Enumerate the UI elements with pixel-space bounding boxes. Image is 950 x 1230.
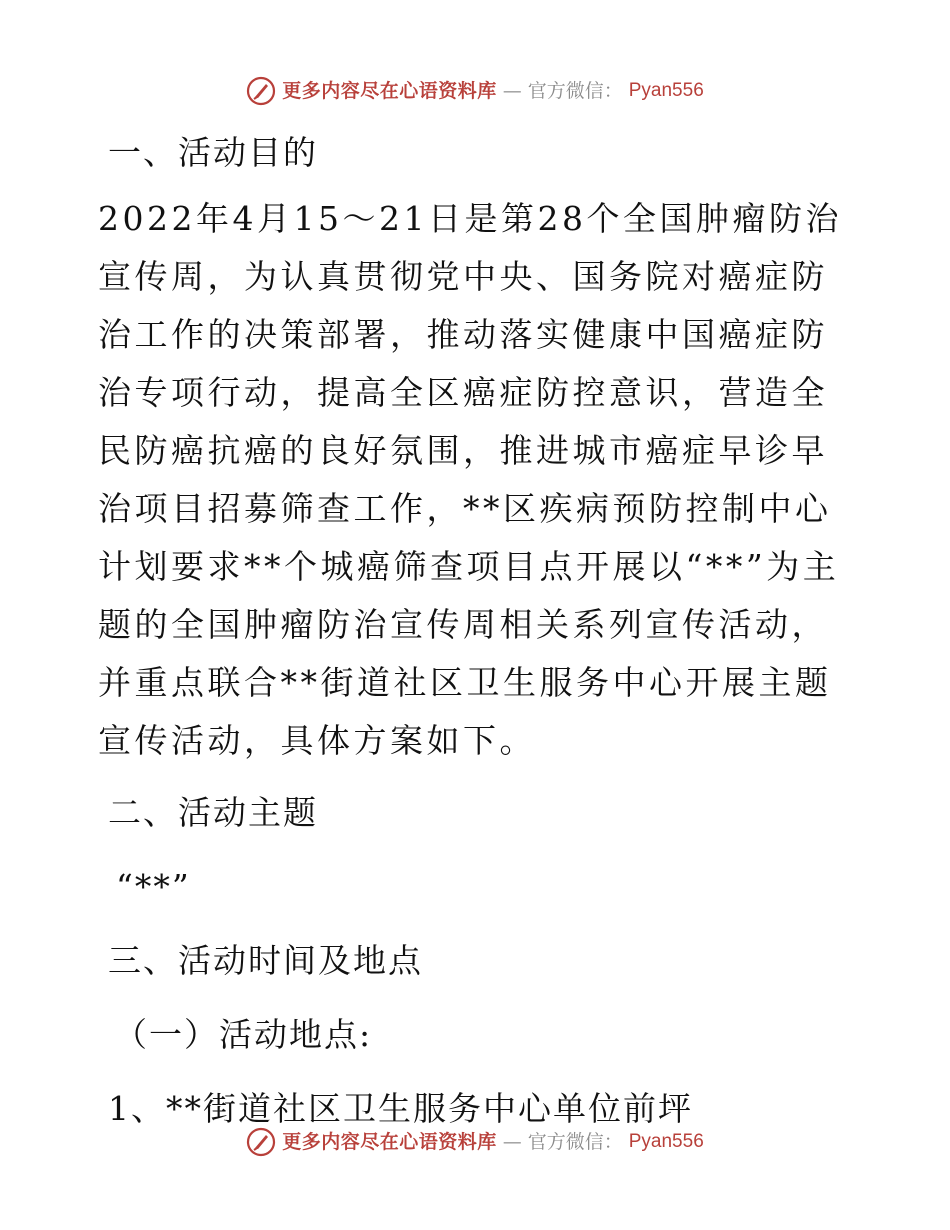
document-body — [98, 124, 858, 1138]
watermark-wechat-label: 官方微信： — [527, 80, 623, 102]
watermark-wechat-id: Pyan556 — [628, 80, 704, 101]
section-paragraph-purpose: 2022年4月15～21日是第28个全国肿瘤防治宣传周，为认真贯彻党中央、国务院对癌症防治工作的决策部署，推动落实健康中国癌症防治专项行动，提高全区癌症防控意识，营造全民防癌抗癌的良好氛围，推进城市癌症早诊早治项目招募筛查工作，**区疾病预防控制中心计划要求**个城癌筛查项目点开展以“**”为主题的全国肿瘤防治宣传周相关系列宣传活动，并重点联合**街道社区卫生服务中心开展主题宣传活动，具体方案如下。 — [98, 199, 842, 760]
watermark-separator: — — [502, 80, 522, 102]
theme-text: “**” — [116, 867, 191, 906]
watermark-wechat-id: Pyan556 — [628, 1131, 704, 1152]
location-item: 1、**街道社区卫生服务中心单位前坪 — [108, 1089, 693, 1128]
header-watermark — [0, 76, 950, 106]
watermark-text: 更多内容尽在心语资料库 — [282, 1131, 497, 1153]
footer-watermark — [0, 1127, 950, 1157]
subsection-heading-location: （一）活动地点: — [114, 1015, 373, 1054]
watermark-text: 更多内容尽在心语资料库 — [282, 80, 497, 102]
watermark-wechat-label: 官方微信： — [527, 1131, 623, 1153]
section-heading-theme: 二、活动主题 — [108, 793, 318, 832]
section-heading-purpose: 一、活动目的 — [108, 133, 318, 172]
section-heading-time-place: 三、活动时间及地点 — [108, 941, 423, 980]
quill-logo-icon — [246, 1127, 276, 1157]
watermark-separator: — — [502, 1131, 522, 1153]
quill-logo-icon — [246, 76, 276, 106]
